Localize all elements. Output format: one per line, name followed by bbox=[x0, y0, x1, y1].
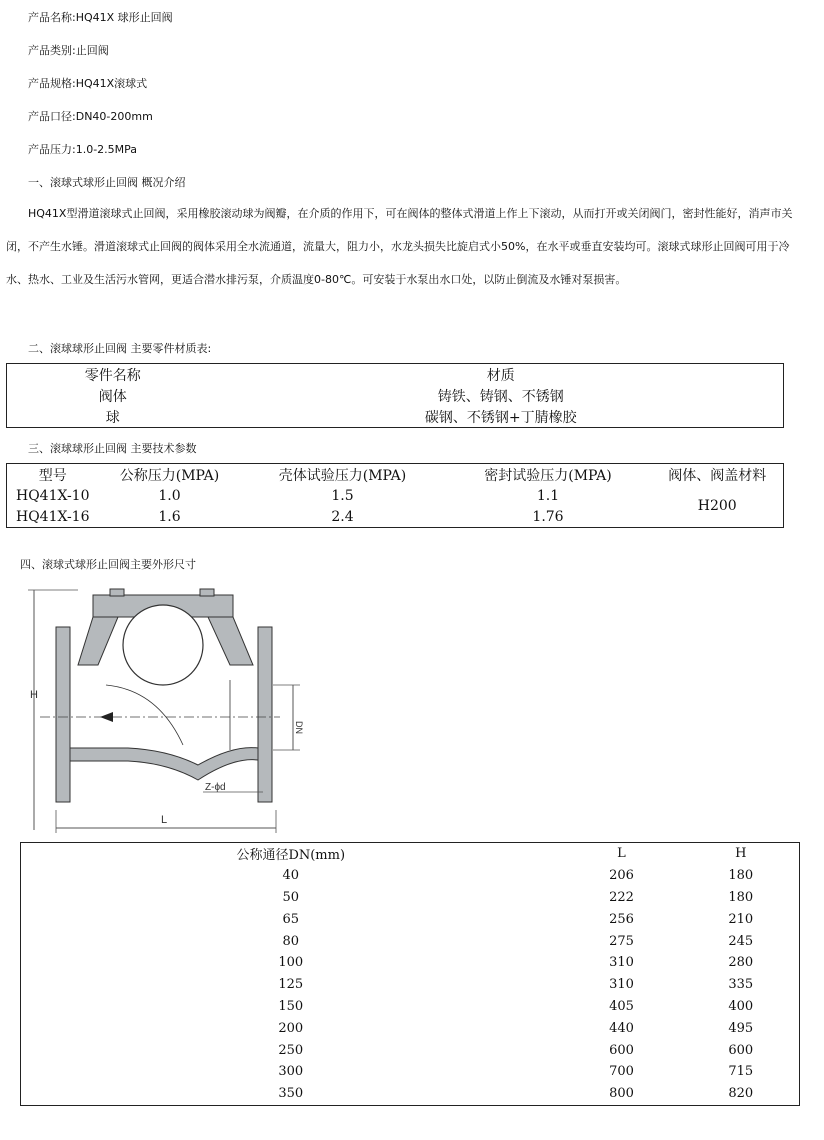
table-row bbox=[21, 952, 800, 974]
params-cell: 1.1 bbox=[536, 487, 560, 504]
params-header: 壳体试验压力(MPA) bbox=[278, 467, 407, 484]
section3-title: 三、滚球球形止回阀 主要技术参数 bbox=[28, 442, 197, 455]
dim-cell: 600 bbox=[609, 1042, 634, 1058]
section2-title: 二、滚球球形止回阀 主要零件材质表: bbox=[28, 342, 212, 355]
tech-params-table bbox=[6, 463, 784, 528]
table-row bbox=[21, 887, 800, 909]
dim-header: H bbox=[735, 846, 747, 862]
dim-cell: 400 bbox=[728, 998, 754, 1014]
params-cell: 2.4 bbox=[331, 508, 354, 525]
table-row bbox=[21, 908, 800, 930]
params-header: 型号 bbox=[38, 467, 67, 484]
dim-header: 公称通径DN(mm) bbox=[236, 848, 346, 864]
table-row bbox=[21, 996, 800, 1018]
dim-cell: 440 bbox=[609, 1020, 634, 1036]
table-row bbox=[7, 406, 784, 428]
table-row bbox=[21, 974, 800, 996]
table-row bbox=[7, 485, 784, 506]
dim-cell: 300 bbox=[278, 1064, 304, 1080]
dim-cell: 310 bbox=[609, 977, 634, 993]
dim-cell: 350 bbox=[278, 1086, 304, 1102]
dim-h-label: H bbox=[30, 689, 38, 701]
params-cell: 1.6 bbox=[158, 508, 181, 525]
params-header: 阀体、阀盖材料 bbox=[668, 467, 767, 484]
dimensions-table bbox=[20, 842, 800, 1106]
dim-cell: 80 bbox=[282, 933, 300, 949]
dim-cell: 180 bbox=[728, 889, 754, 905]
meta-diameter: 产品口径:DN40-200mm bbox=[28, 110, 153, 123]
valve-drawing bbox=[18, 585, 308, 835]
dim-cell: 125 bbox=[278, 977, 304, 993]
params-cell: HQ41X-16 bbox=[15, 508, 90, 525]
materials-cell: 碳钢、不锈钢+丁腈橡胶 bbox=[424, 409, 577, 426]
dim-cell: 40 bbox=[282, 868, 300, 884]
dim-cell: 50 bbox=[282, 889, 300, 905]
dim-cell: 495 bbox=[728, 1020, 754, 1036]
section4-title: 四、滚球式球形止回阀主要外形尺寸 bbox=[20, 558, 196, 571]
materials-cell: 阀体 bbox=[98, 388, 127, 405]
dim-cell: 100 bbox=[278, 955, 304, 971]
params-cell: 1.76 bbox=[532, 508, 564, 525]
table-row bbox=[21, 1061, 800, 1083]
table-row bbox=[21, 865, 800, 887]
meta-pressure: 产品压力:1.0-2.5MPa bbox=[28, 143, 138, 156]
section1-title: 一、滚球式球形止回阀 概况介绍 bbox=[28, 176, 186, 189]
section1-paragraph: HQ41X型滑道滚球式止回阀，采用橡胶滚动球为阀瓣，在介质的作用下，可在阀体的整体式滑道上作上下滚动，从而打开或关闭阀门，密封性能好，消声市关闭，不产生水锤。滑道滚球式止回阀的阀体采用全水流通道，流量大，阻力小，水龙头损失比旋启式小50%，在水平或垂直安装均可。滚球式球形止回阀可用于冷水、热水、工业及生活污水管网，更适合潜水排污泵，介质温度0-80℃。可安装于水泵出水口处，以防止倒流及水锤对泵损害。 bbox=[6, 207, 793, 286]
dim-cell: 310 bbox=[609, 955, 634, 971]
params-cell: 1.0 bbox=[158, 487, 181, 504]
params-material-cell: H200 bbox=[697, 498, 737, 514]
dim-cell: 180 bbox=[728, 868, 754, 884]
table-row bbox=[21, 1039, 800, 1061]
meta-category: 产品类别:止回阀 bbox=[28, 44, 109, 57]
dim-cell: 275 bbox=[609, 933, 634, 949]
params-cell: HQ41X-10 bbox=[15, 487, 90, 504]
dim-cell: 245 bbox=[728, 933, 754, 949]
bolt-label: Z-ϕd bbox=[205, 782, 226, 793]
dim-cell: 222 bbox=[609, 889, 634, 905]
materials-cell: 球 bbox=[105, 409, 120, 426]
dim-cell: 210 bbox=[728, 911, 754, 927]
dim-cell: 820 bbox=[728, 1086, 754, 1102]
dim-cell: 600 bbox=[728, 1042, 754, 1058]
dim-cell: 65 bbox=[282, 911, 300, 927]
dim-cell: 250 bbox=[278, 1042, 304, 1058]
table-row bbox=[21, 1083, 800, 1105]
meta-name: 产品名称:HQ41X 球形止回阀 bbox=[28, 11, 173, 24]
dim-cell: 206 bbox=[609, 868, 634, 884]
dim-cell: 715 bbox=[728, 1064, 754, 1080]
table-row bbox=[21, 1017, 800, 1039]
dim-cell: 150 bbox=[278, 998, 304, 1014]
table-row bbox=[21, 843, 800, 865]
dim-cell: 800 bbox=[609, 1086, 634, 1102]
dim-cell: 200 bbox=[278, 1020, 304, 1036]
dim-dn-label: DN bbox=[294, 721, 304, 734]
dim-cell: 256 bbox=[609, 911, 634, 927]
table-row bbox=[7, 464, 784, 486]
dim-cell: 280 bbox=[728, 955, 754, 971]
materials-header-part: 零件名称 bbox=[84, 367, 141, 384]
materials-header-material: 材质 bbox=[486, 367, 515, 384]
meta-spec: 产品规格:HQ41X滚球式 bbox=[28, 77, 148, 90]
dim-cell: 405 bbox=[609, 998, 634, 1014]
table-row bbox=[7, 364, 784, 386]
params-cell: 1.5 bbox=[331, 487, 354, 504]
table-row bbox=[21, 930, 800, 952]
params-header: 公称压力(MPA) bbox=[119, 467, 220, 484]
table-row bbox=[7, 385, 784, 406]
dim-cell: 700 bbox=[609, 1064, 634, 1080]
dim-cell: 335 bbox=[728, 977, 754, 993]
dim-l-label: L bbox=[161, 814, 168, 826]
materials-cell: 铸铁、铸钢、不锈钢 bbox=[437, 388, 564, 405]
params-header: 密封试验压力(MPA) bbox=[484, 467, 612, 484]
materials-table bbox=[6, 363, 784, 428]
dim-header: L bbox=[617, 846, 626, 862]
